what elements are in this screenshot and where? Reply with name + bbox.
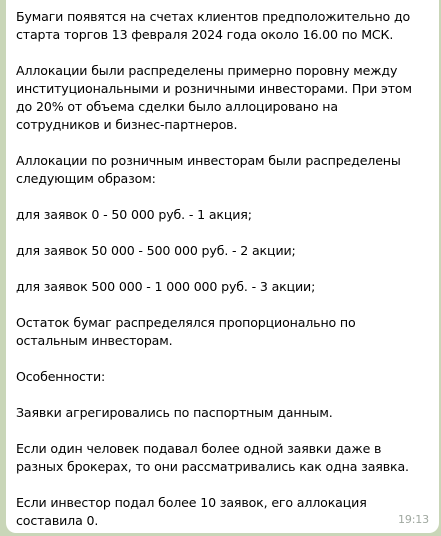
- message-paragraph: Если инвестор подал более 10 заявок, его аллокация составила 0.: [16, 495, 367, 528]
- message-paragraph: Бумаги появятся на счетах клиентов предположительно до старта торгов 13 февраля 2024 года около 16.00 по МСК.: [16, 9, 411, 42]
- message-paragraph: для заявок 500 000 - 1 000 000 руб. - 3 акции;: [16, 279, 316, 294]
- message-paragraph: для заявок 50 000 - 500 000 руб. - 2 акции;: [16, 243, 296, 258]
- message-paragraph: Если один человек подавал более одной заявки даже в разных брокерах, то они рассматривались как одна заявка.: [16, 441, 409, 474]
- message-paragraph: Особенности:: [16, 369, 106, 384]
- message-paragraph: Аллокации были распределены примерно поровну между институциональными и розничными инвесторами. При этом до 20% от объема сделки было аллоцировано на сотрудников и бизнес-партнеров.: [16, 63, 412, 132]
- message-paragraph: для заявок 0 - 50 000 руб. - 1 акция;: [16, 207, 252, 222]
- message-paragraph: Аллокации по розничным инвесторам были распределены следующим образом:: [16, 153, 401, 186]
- message-timestamp: 19:13: [398, 513, 429, 526]
- message-paragraph: Заявки агрегировались по паспортным данным.: [16, 405, 333, 420]
- message-bubble[interactable]: [6, 0, 439, 533]
- message-paragraph: Остаток бумаг распределялся пропорционально по остальным инвесторам.: [16, 315, 356, 348]
